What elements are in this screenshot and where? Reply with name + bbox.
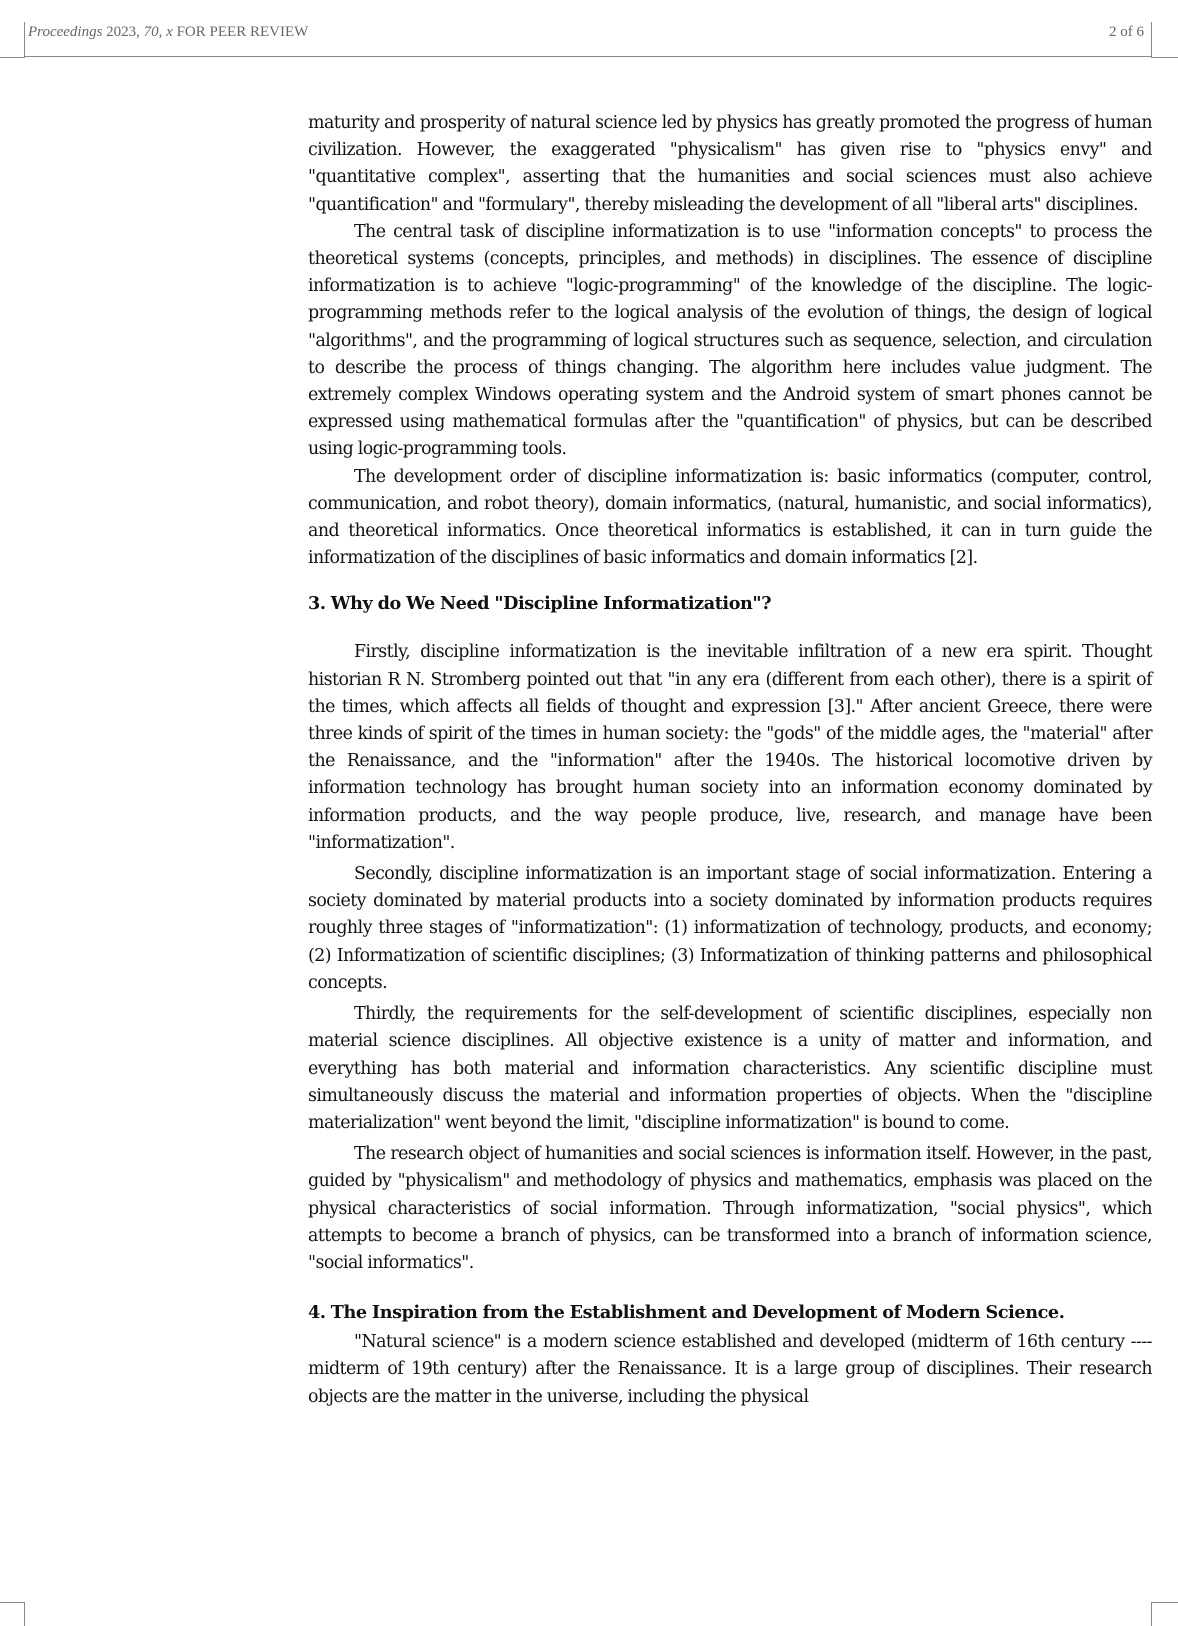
page-number: 2 of 6 [1109,24,1144,40]
crop-mark-bottom-left-h [0,1602,25,1603]
section-heading-3: 3. Why do We Need "Discipline Informatization"? [308,593,772,615]
paragraph-firstly: Firstly, discipline informatization is the inevitable infiltration of a new era spirit. Thought historian R N. Stromberg pointed out that "in any era (different from each other), there is a spirit of the times, which affects all fields of thought and expression [3]." After ancient Greece, there were three kinds of spirit of the times in human society: the "gods" of the middle ages, the "material" after the Renaissance, and the "information" after the 1940s. The historical locomotive driven by information technology has brought human society into an information economy dominated by information products, and the way people produce, live, research, and manage have been "informatization". [308,642,1152,853]
journal-name: Proceedings [28,24,103,40]
crop-mark-top-right-v [1151,22,1152,58]
crop-mark-bottom-right-v [1151,1602,1152,1626]
crop-mark-top-left-h [0,57,25,58]
journal-year: 2023, [106,24,140,40]
paragraph-central-task: The central task of discipline informatization is to use "information concepts" to process the theoretical systems (concepts, principles, and methods) in disciplines. The essence of discipline informatization is to achieve "logic-programming" of the knowledge of the discipline. The logic-programming methods refer to the logical analysis of the evolution of things, the design of logical "algorithms", and the programming of logical structures such as sequence, selection, and circulation to describe the process of things changing. The algorithm here includes value judgment. The extremely complex Windows operating system and the Android system of smart phones cannot be expressed using mathematical formulas after the "quantification" of physics, but can be described using logic-programming tools. [308,221,1152,460]
running-header [24,22,1152,57]
paragraph-thirdly: Thirdly, the requirements for the self-development of scientific disciplines, especially non material science disciplines. All objective existence is a unity of matter and information, and everything has both material and information characteristics. Any scientific discipline must simultaneously discuss the material and information properties of objects. When the "discipline materialization" went beyond the limit, "discipline informatization" is bound to come. [308,1004,1152,1133]
paragraph-natural-science: "Natural science" is a modern science established and developed (midterm of 16th century ---- midterm of 19th century) after the Renaissance. It is a large group of disciplines. Their research objects are the matter in the universe, including the physical [308,1332,1152,1407]
crop-mark-bottom-left-v [24,1602,25,1626]
body-text [308,110,1152,1411]
paragraph-development-order: The development order of discipline informatization is: basic informatics (computer, control, communication, and robot theory), domain informatics, (natural, humanistic, and social informatics), and theoretical informatics. Once theoretical informatics is established, it can in turn guide the informatization of the disciplines of basic informatics and domain informatics [2]. [308,466,1152,569]
crop-mark-top-right-h [1151,57,1178,58]
journal-citation [28,24,308,41]
review-status: FOR PEER REVIEW [176,24,309,40]
crop-mark-top-left-v [24,22,25,58]
paragraph-secondly: Secondly, discipline informatization is an important stage of social informatization. Entering a society dominated by material products into a society dominated by information products requires roughly three stages of "informatization": (1) informatization of technology, products, and economy; (2) Informatization of scientific disciplines; (3) Informatization of thinking patterns and philosophical concepts. [308,864,1152,993]
section-heading-4: 4. The Inspiration from the Establishment and Development of Modern Science. [308,1302,1065,1324]
crop-mark-bottom-right-h [1151,1602,1178,1603]
paragraph-physicalism: maturity and prosperity of natural science led by physics has greatly promoted the progress of human civilization. However, the exaggerated "physicalism" has given rise to "physics envy" and "quantitative complex", asserting that the humanities and social sciences must also achieve "quantification" and "formulary", thereby misleading the development of all "liberal arts" disciplines. [308,113,1152,215]
paragraph-research-object: The research object of humanities and social sciences is information itself. However, in the past, guided by "physicalism" and methodology of physics and mathematics, emphasis was placed on the physical characteristics of social information. Through informatization, "social physics", which attempts to become a branch of physics, can be transformed into a branch of information science, "social informatics". [308,1144,1152,1273]
journal-volume: 70, x [143,24,173,40]
